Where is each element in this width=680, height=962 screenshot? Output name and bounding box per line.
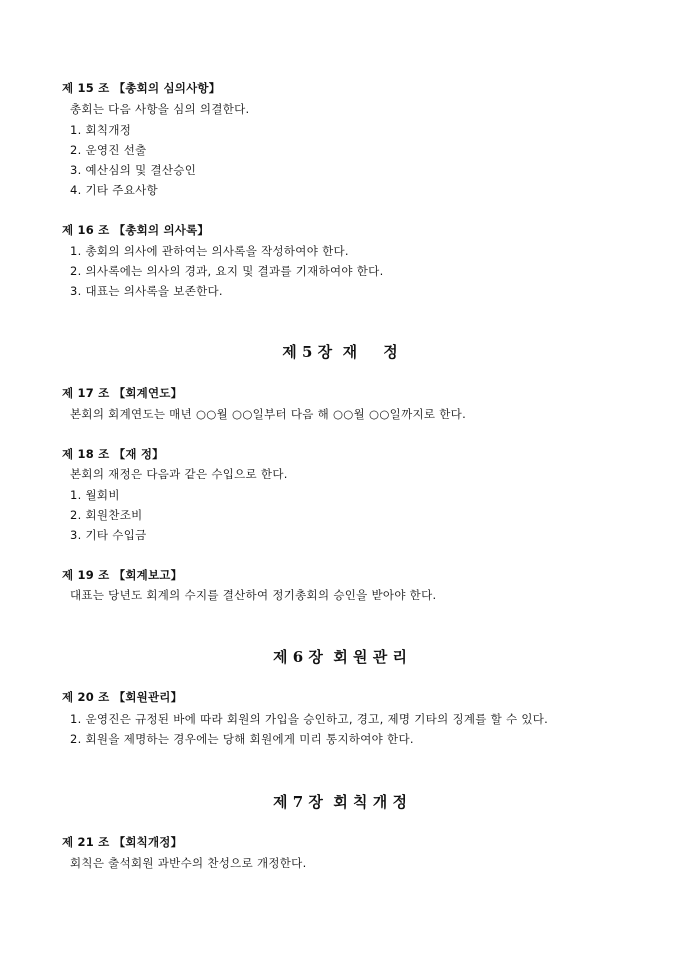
article-16-heading: 제 16 조 【총회의 의사록】 [62, 223, 210, 237]
article-17-heading: 제 17 조 【회계연도】 [62, 386, 183, 400]
article-20-item-2: 2. 회원을 제명하는 경우에는 당해 회원에게 미리 통지하여야 한다. [70, 732, 414, 746]
article-15-item-4: 4. 기타 주요사항 [70, 183, 158, 197]
article-16-item-3: 3. 대표는 의사록을 보존한다. [70, 284, 223, 298]
article-15-item-2: 2. 운영진 선출 [70, 143, 147, 157]
article-18-item-2: 2. 회원찬조비 [70, 508, 143, 522]
article-15-heading: 제 15 조 【총회의 심의사항】 [62, 81, 221, 95]
chapter-5-title: 제 5 장 재 정 [282, 343, 398, 361]
article-18-item-3: 3. 기타 수입금 [70, 528, 147, 542]
article-20-item-1: 1. 운영진은 규정된 바에 따라 회원의 가입을 승인하고, 경고, 제명 기타의 징계를 할 수 있다. [70, 712, 549, 726]
article-16-item-1: 1. 총회의 의사에 관하여는 의사록을 작성하여야 한다. [70, 244, 349, 258]
article-21-body-line: 회칙은 출석회원 과반수의 찬성으로 개정한다. [70, 856, 307, 870]
article-20-heading: 제 20 조 【회원관리】 [62, 690, 183, 704]
article-15-body-line: 총회는 다음 사항을 심의 의결한다. [70, 102, 250, 116]
article-18-heading: 제 18 조 【재 정】 [62, 447, 164, 461]
article-16-item-2: 2. 의사록에는 의사의 경과, 요지 및 결과를 기재하여야 한다. [70, 264, 384, 278]
chapter-6-title: 제 6 장 회 원 관 리 [273, 648, 407, 666]
article-17-body-line: 본회의 회계연도는 매년 ○○월 ○○일부터 다음 해 ○○월 ○○일까지로 한다. [70, 407, 467, 421]
article-18-item-1: 1. 월회비 [70, 488, 120, 502]
article-15-item-3: 3. 예산심의 및 결산승인 [70, 163, 197, 177]
article-21-heading: 제 21 조 【회칙개정】 [62, 835, 183, 849]
article-15-item-1: 1. 회칙개정 [70, 123, 132, 137]
article-19-heading: 제 19 조 【회계보고】 [62, 568, 183, 582]
article-19-body-line: 대표는 당년도 회계의 수지를 결산하여 정기총회의 승인을 받아야 한다. [70, 588, 437, 602]
chapter-7-title: 제 7 장 회 칙 개 정 [273, 793, 407, 811]
article-18-body-line: 본회의 재정은 다음과 같은 수입으로 한다. [70, 467, 288, 481]
